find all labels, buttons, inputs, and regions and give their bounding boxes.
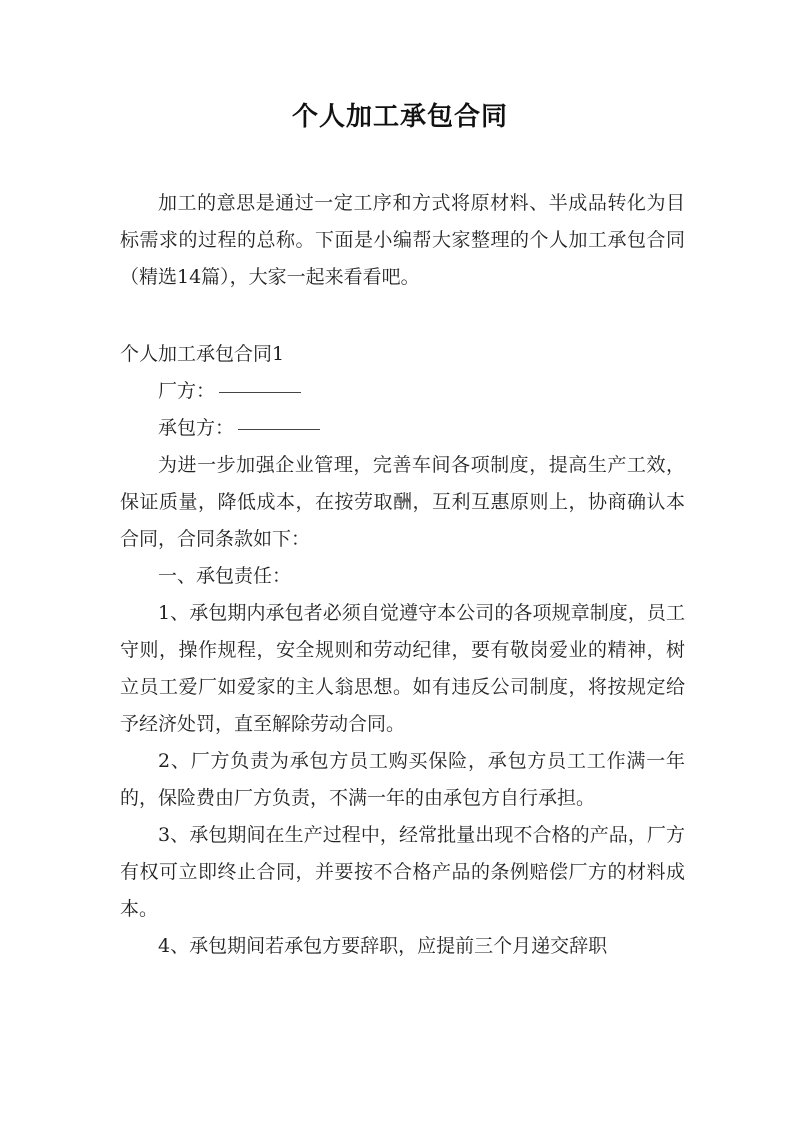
document-title: 个人加工承包合同 — [291, 102, 508, 132]
party-contractor-blank — [238, 428, 320, 430]
clause-heading: 一、承包责任： — [158, 565, 292, 587]
intro-paragraph: 加工的意思是通过一定工序和方式将原材料、半成品转化为目标需求的过程的总称。下面是小编帮大家整理的个人加工承包合同（精选14篇），大家一起来看看吧。 — [120, 192, 685, 288]
clause-item: 1、承包期内承包者必须自觉遵守本公司的各项规章制度，员工守则，操作规程，安全规则和劳动纪律，要有敬岗爱业的精神，树立员工爱厂如爱家的主人翁思想。如有违反公司制度，将按规定给予经济处罚，直至解除劳动合同。 — [120, 602, 685, 735]
contract-body — [120, 336, 685, 965]
section-heading: 个人加工承包合同1 — [120, 343, 285, 365]
party-contractor-label: 承包方： — [158, 417, 235, 439]
preamble-paragraph: 为进一步加强企业管理，完善车间各项制度，提高生产工效，保证质量，降低成本，在按劳取酬，互利互惠原则上，协商确认本合同，合同条款如下： — [120, 454, 685, 550]
party-factory-line — [120, 373, 685, 410]
party-factory-blank — [219, 391, 301, 393]
party-contractor-line — [120, 410, 685, 447]
clause-item: 2、厂方负责为承包方员工购买保险，承包方员工工作满一年的，保险费由厂方负责，不满一年的由承包方自行承担。 — [120, 750, 685, 809]
clause-item: 4、承包期间若承包方要辞职，应提前三个月递交辞职 — [158, 935, 608, 957]
clause-item: 3、承包期间在生产过程中，经常批量出现不合格的产品，厂方有权可立即终止合同，并要按不合格产品的条例赔偿厂方的材料成本。 — [120, 824, 685, 920]
party-factory-label: 厂方： — [158, 380, 216, 402]
